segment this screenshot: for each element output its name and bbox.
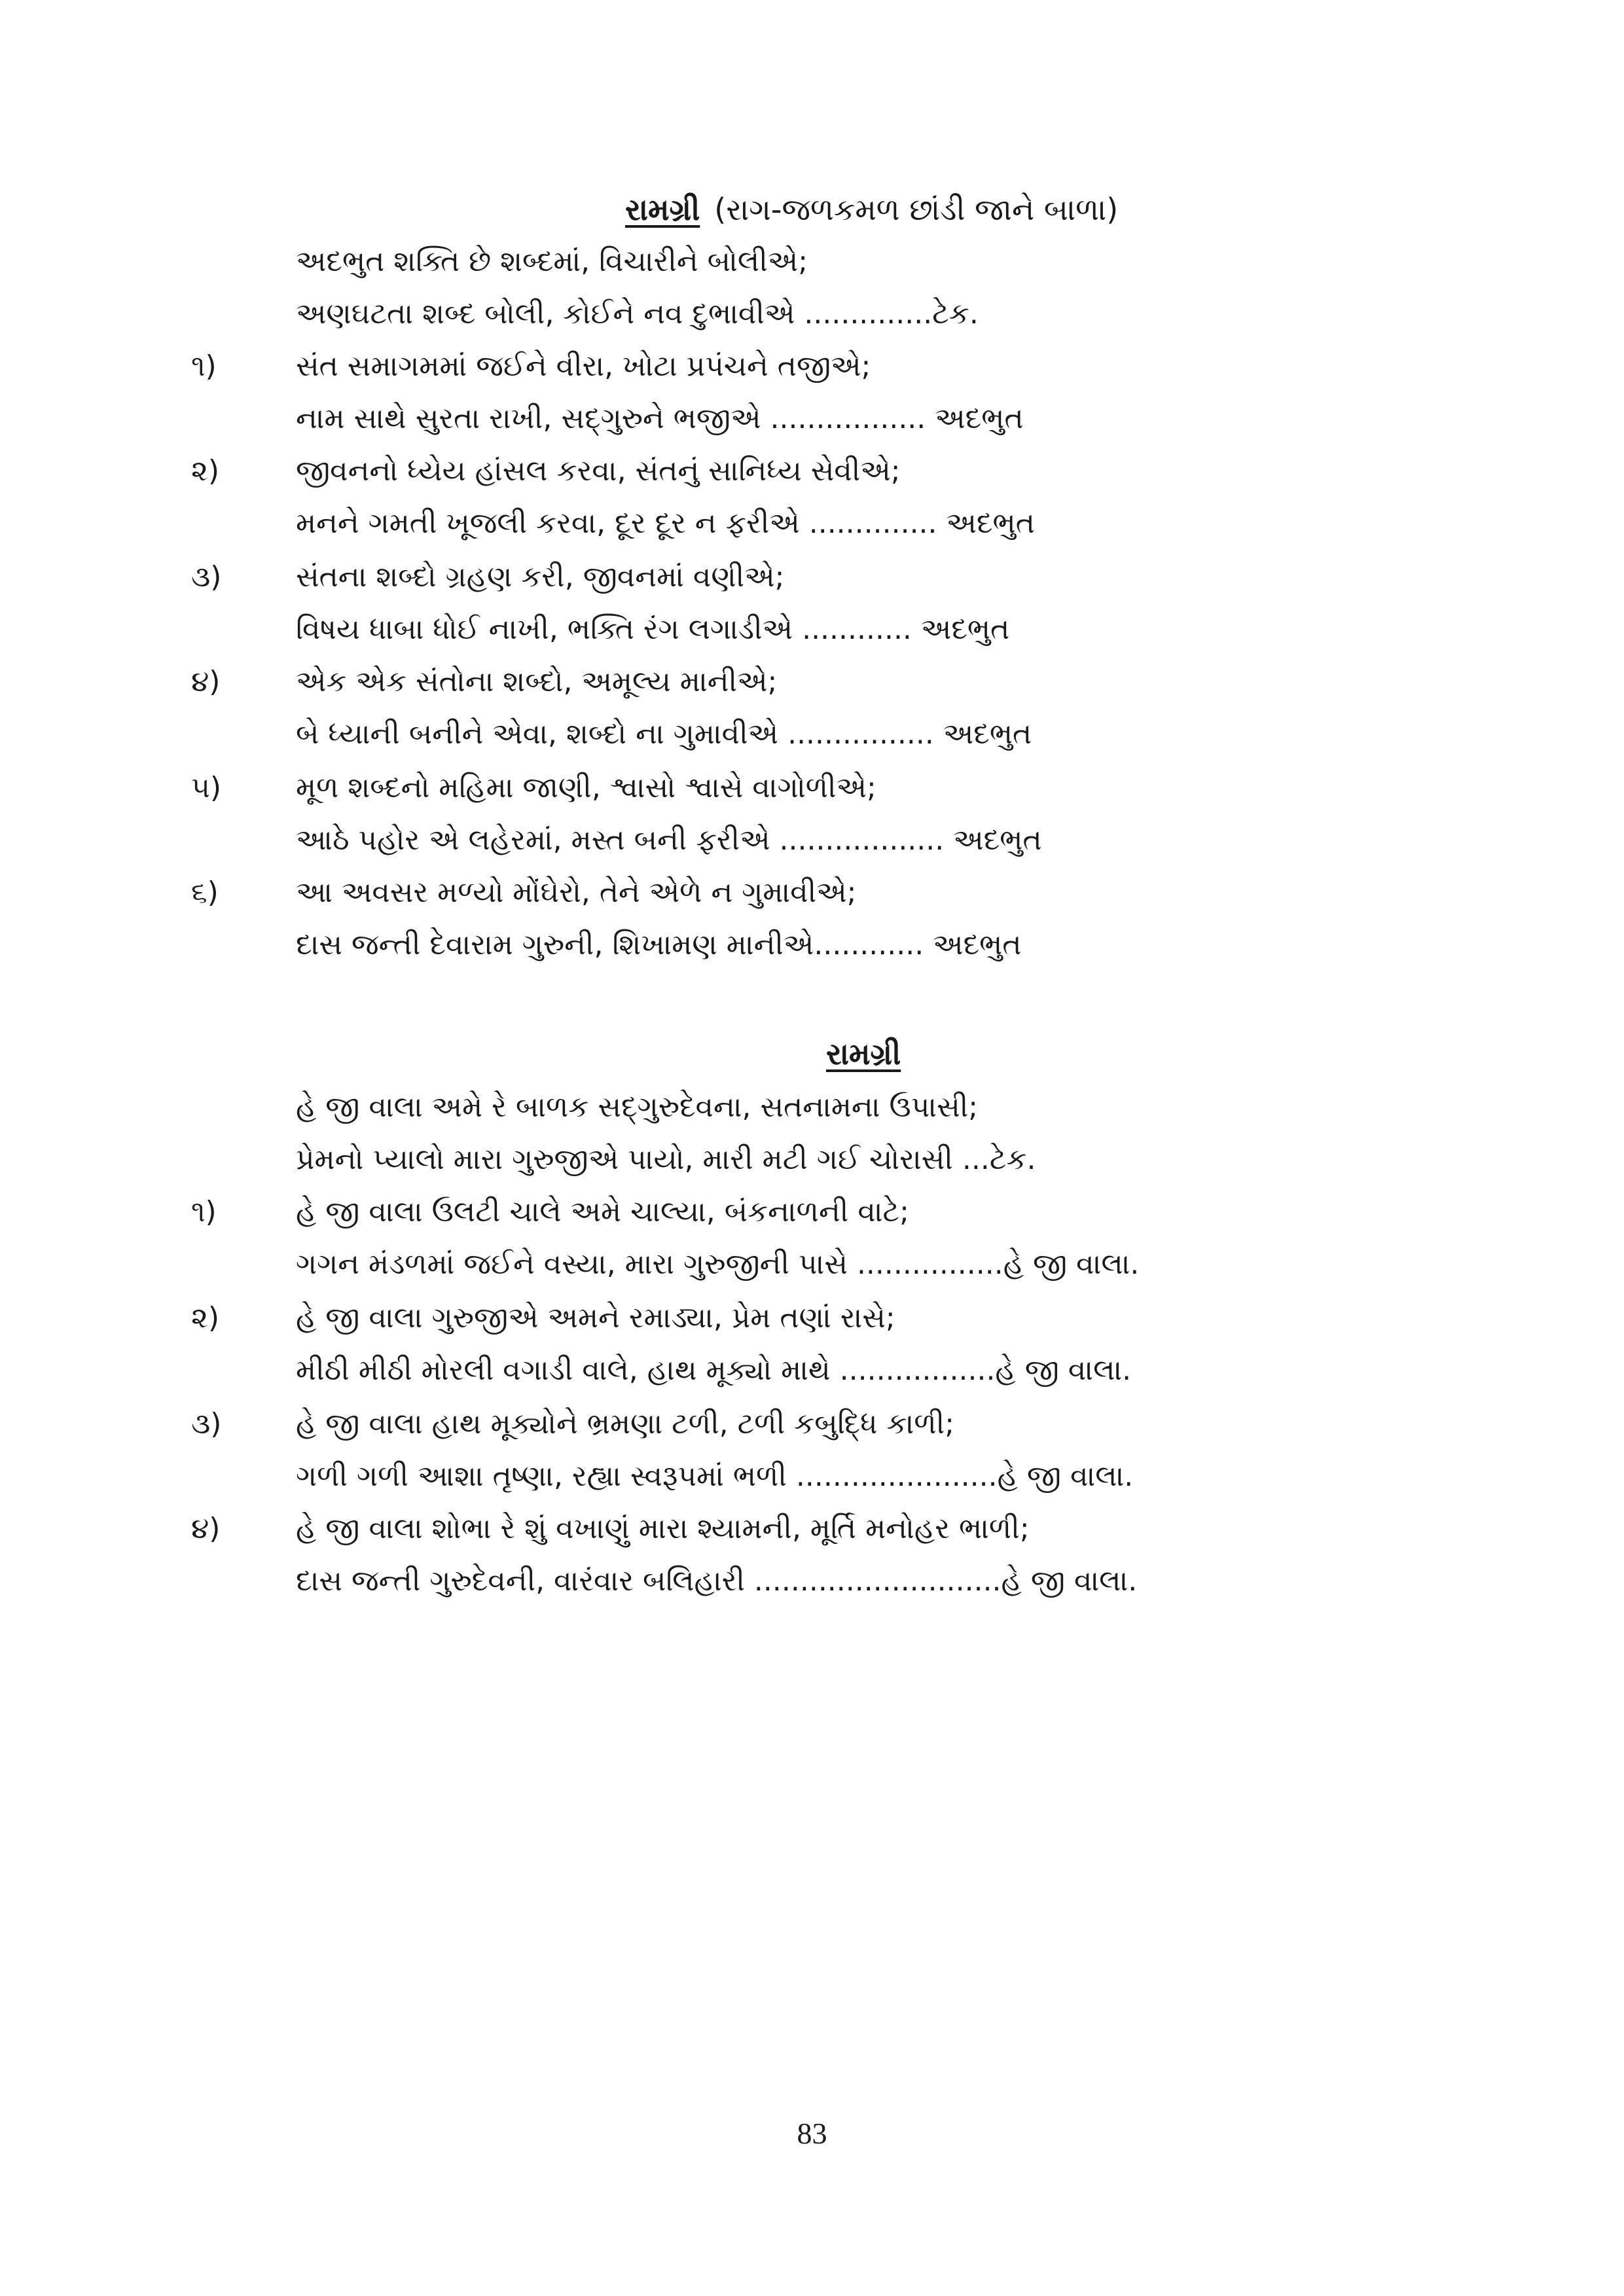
song-1-stanza-6-line-2: દાસ જન્તી દેવારામ ગુરુની, શિખામણ માનીએ............ અદભુત xyxy=(296,928,1022,961)
song-1-stanza-6-line-1: આ અવસર મળ્યો મોંઘેરો, તેને એળે ન ગુમાવીએ; xyxy=(296,876,857,909)
song-1-stanza-5-line-1: મૂળ શબ્દનો મહિમા જાણી, શ્વાસો શ્વાસે વાગોળીએ; xyxy=(296,771,876,804)
song-2-stanza-1-line-2: ગગન મંડળમાં જઈને વસ્યા, મારા ગુરુજીની પાસે ................હે જી વાલા. xyxy=(296,1247,1140,1281)
song-1-stanza-4-line-2: બે ધ્યાની બનીને એવા, શબ્દો ના ગુમાવીએ ................ અદભુત xyxy=(296,717,1032,751)
song-1-heading xyxy=(625,190,1118,229)
song-1-stanza-1-number: ૧) xyxy=(191,350,217,383)
song-1-stanza-2-line-2: મનને ગમતી ખૂજલી કરવા, દૂર દૂર ન ફરીએ .............. અદભુત xyxy=(296,507,1035,540)
song-1-refrain-line-1: અદભુત શક્તિ છે શબ્દમાં, વિચારીને બોલીએ; xyxy=(296,245,808,278)
song-2-stanza-1-number: ૧) xyxy=(191,1195,217,1229)
song-1-stanza-4-line-1: એક એક સંતોના શબ્દો, અમૂલ્ય માનીએ; xyxy=(296,665,778,698)
song-1-stanza-4-number: ૪) xyxy=(191,665,221,698)
song-1-refrain-line-2: અણઘટતા શબ્દ બોલી, કોઈને નવ દુભાવીએ ..............ટેક. xyxy=(296,297,979,331)
song-2-stanza-2-number: ૨) xyxy=(191,1301,219,1335)
song-2-stanza-3-line-2: ગળી ગળી આશા તૃષ્ણા, રહ્યા સ્વરૂપમાં ભળી ......................હે જી વાલા. xyxy=(296,1460,1134,1493)
song-1-stanza-2-line-1: જીવનનો ધ્યેય હાંસલ કરવા, સંતનું સાનિધ્ય સેવીએ; xyxy=(296,454,901,488)
song-2-heading xyxy=(826,1034,901,1073)
song-2-stanza-3-line-1: હે જી વાલા હાથ મૂક્યોને ભ્રમણા ટળી, ટળી કબુદ્ધિ કાળી; xyxy=(296,1407,955,1441)
song-1-stanza-5-line-2: આઠે પહોર એ લહેરમાં, મસ્ત બની ફરીએ .................. અદભુત xyxy=(296,823,1042,857)
song-2-stanza-1-line-1: હે જી વાલા ઉલટી ચાલે અમે ચાલ્યા, બંકનાળની વાટે; xyxy=(296,1195,909,1229)
song-1-stanza-2-number: ૨) xyxy=(191,454,219,488)
song-1-stanza-3-number: ૩) xyxy=(191,560,222,594)
song-1-stanza-6-number: ૬) xyxy=(191,876,219,909)
song-1-stanza-1-line-2: નામ સાથે સુરતા રાખી, સદ્‌ગુરુને ભજીએ ................. અદભુત xyxy=(296,402,1024,435)
song-1-stanza-3-line-1: સંતના શબ્દો ગ્રહણ કરી, જીવનમાં વણીએ; xyxy=(296,560,785,594)
song-2-stanza-4-number: ૪) xyxy=(191,1512,221,1545)
song-1-stanza-1-line-1: સંત સમાગમમાં જઈને વીરા, ખોટા પ્રપંચને તજીએ; xyxy=(296,350,871,383)
song-2-title: રામગ્રી xyxy=(826,1036,901,1071)
song-2-stanza-4-line-1: હે જી વાલા શોભા રે શું વખાણું મારા શ્યામની, મૂર્તિ મનોહર ભાળી; xyxy=(296,1512,1030,1545)
song-2-stanza-4-line-2: દાસ જન્તી ગુરુદેવની, વારંવાર બલિહારી ...........................હે જી વાલા. xyxy=(296,1564,1138,1598)
song-1-subtitle: (રાગ-જળકમળ છાંડી જાને બાળા) xyxy=(714,192,1119,227)
song-2-stanza-3-number: ૩) xyxy=(191,1407,222,1441)
song-2-refrain-line-1: હે જી વાલા અમે રે બાળક સદ્‌ગુરુદેવના, સતનામના ઉપાસી; xyxy=(296,1090,979,1124)
song-2-refrain-line-2: પ્રેમનો પ્યાલો મારા ગુરુજીએ પાયો, મારી મટી ગઈ ચોરાસી ...ટેક. xyxy=(296,1143,1036,1176)
song-2-stanza-2-line-2: મીઠી મીઠી મોરલી વગાડી વાલે, હાથ મૂક્યો માથે .................હે જી વાલા. xyxy=(296,1354,1132,1387)
song-2-stanza-2-line-1: હે જી વાલા ગુરુજીએ અમને રમાડ્યા, પ્રેમ તણાં રાસે; xyxy=(296,1301,895,1335)
song-1-stanza-5-number: ૫) xyxy=(191,771,222,804)
song-1-stanza-3-line-2: વિષય ધાબા ધોઈ નાખી, ભક્તિ રંગ લગાડીએ ............ અદભુત xyxy=(296,613,1010,646)
page-number: 83 xyxy=(797,2117,827,2150)
song-1-title: રામગ્રી xyxy=(625,192,700,227)
